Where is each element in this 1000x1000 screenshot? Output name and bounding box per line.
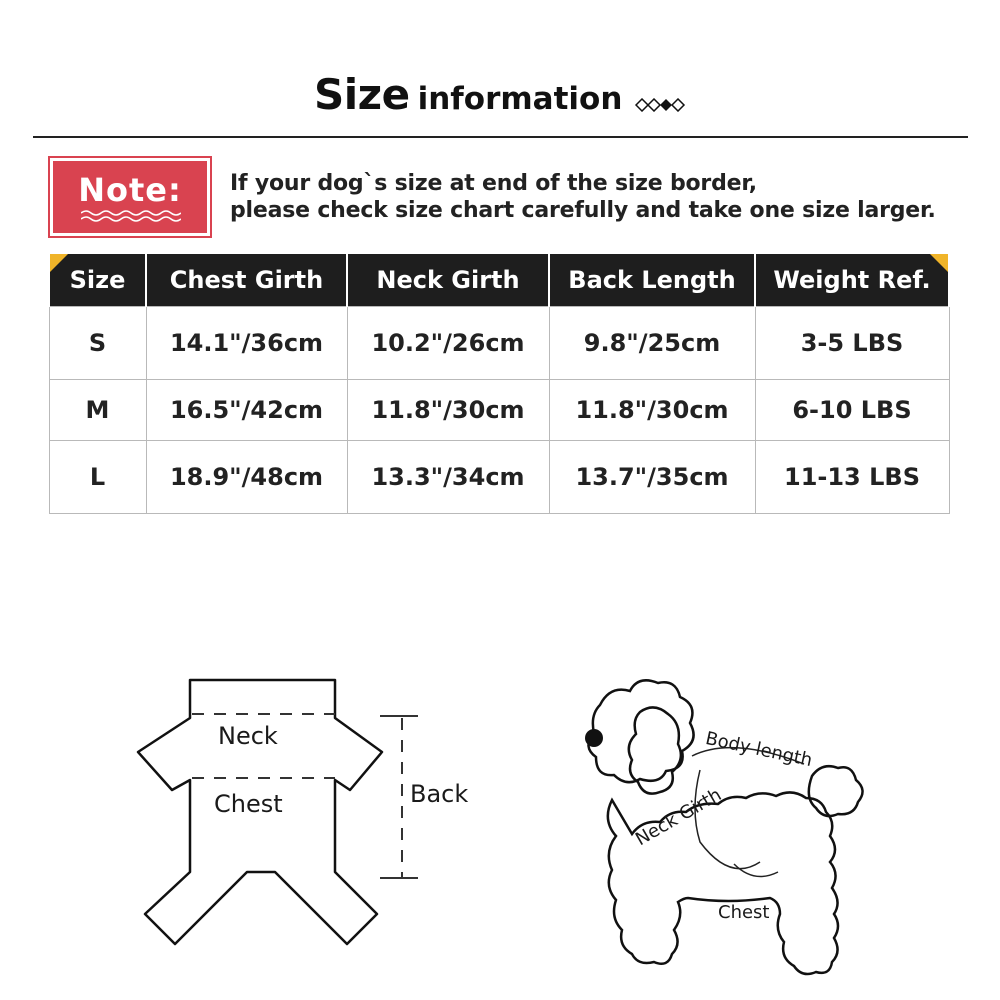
table-cell: 18.9"/48cm — [146, 441, 347, 514]
header-cell: Size — [49, 254, 146, 307]
dog-chest-label: Chest — [718, 902, 770, 923]
table-cell: S — [49, 307, 146, 380]
table-cell: 11.8"/30cm — [549, 380, 755, 441]
table-row — [49, 441, 949, 514]
dog-measure-lines — [692, 748, 804, 877]
wave-icon — [81, 209, 181, 223]
table-cell: 10.2"/26cm — [347, 307, 549, 380]
table-cell: 6-10 LBS — [755, 380, 949, 441]
note-badge — [50, 158, 210, 236]
table-header-row — [49, 254, 949, 307]
table-cell: 13.7"/35cm — [549, 441, 755, 514]
garment-neck-label: Neck — [218, 722, 278, 750]
header-cell: Weight Ref. — [755, 254, 949, 307]
table-cell: 16.5"/42cm — [146, 380, 347, 441]
size-table — [48, 254, 950, 514]
title-size: Size — [314, 70, 410, 119]
table-cell: L — [49, 441, 146, 514]
garment-back-label: Back — [410, 780, 469, 808]
dog-body-length-label: Body length — [703, 728, 815, 772]
table-cell: 13.3"/34cm — [347, 441, 549, 514]
table-cell: 11.8"/30cm — [347, 380, 549, 441]
title-divider — [33, 136, 968, 138]
note-label: Note: — [78, 171, 182, 209]
table-cell: M — [49, 380, 146, 441]
table-cell: 14.1"/36cm — [146, 307, 347, 380]
table-row — [49, 307, 949, 380]
note-text — [230, 170, 970, 224]
note-line-2: please check size chart carefully and take one size larger. — [230, 198, 936, 223]
header-cell: Chest Girth — [146, 254, 347, 307]
table-row — [49, 380, 949, 441]
dog-outline — [588, 680, 862, 974]
table-cell: 11-13 LBS — [755, 441, 949, 514]
table-cell: 3-5 LBS — [755, 307, 949, 380]
note-line-1: If your dog`s size at end of the size border, — [230, 171, 757, 196]
garment-diagram — [0, 640, 1000, 980]
header-cell: Back Length — [549, 254, 755, 307]
page-title — [0, 70, 1000, 119]
dog-nose-icon — [585, 729, 603, 747]
title-information: information — [417, 81, 623, 117]
corner-accent-left — [50, 254, 68, 272]
table-cell: 9.8"/25cm — [549, 307, 755, 380]
corner-accent-right — [930, 254, 948, 272]
garment-chest-label: Chest — [214, 790, 283, 818]
header-cell: Neck Girth — [347, 254, 549, 307]
dog-neck-girth-label: Neck Girth — [632, 784, 726, 851]
diamonds-icon — [634, 98, 686, 112]
